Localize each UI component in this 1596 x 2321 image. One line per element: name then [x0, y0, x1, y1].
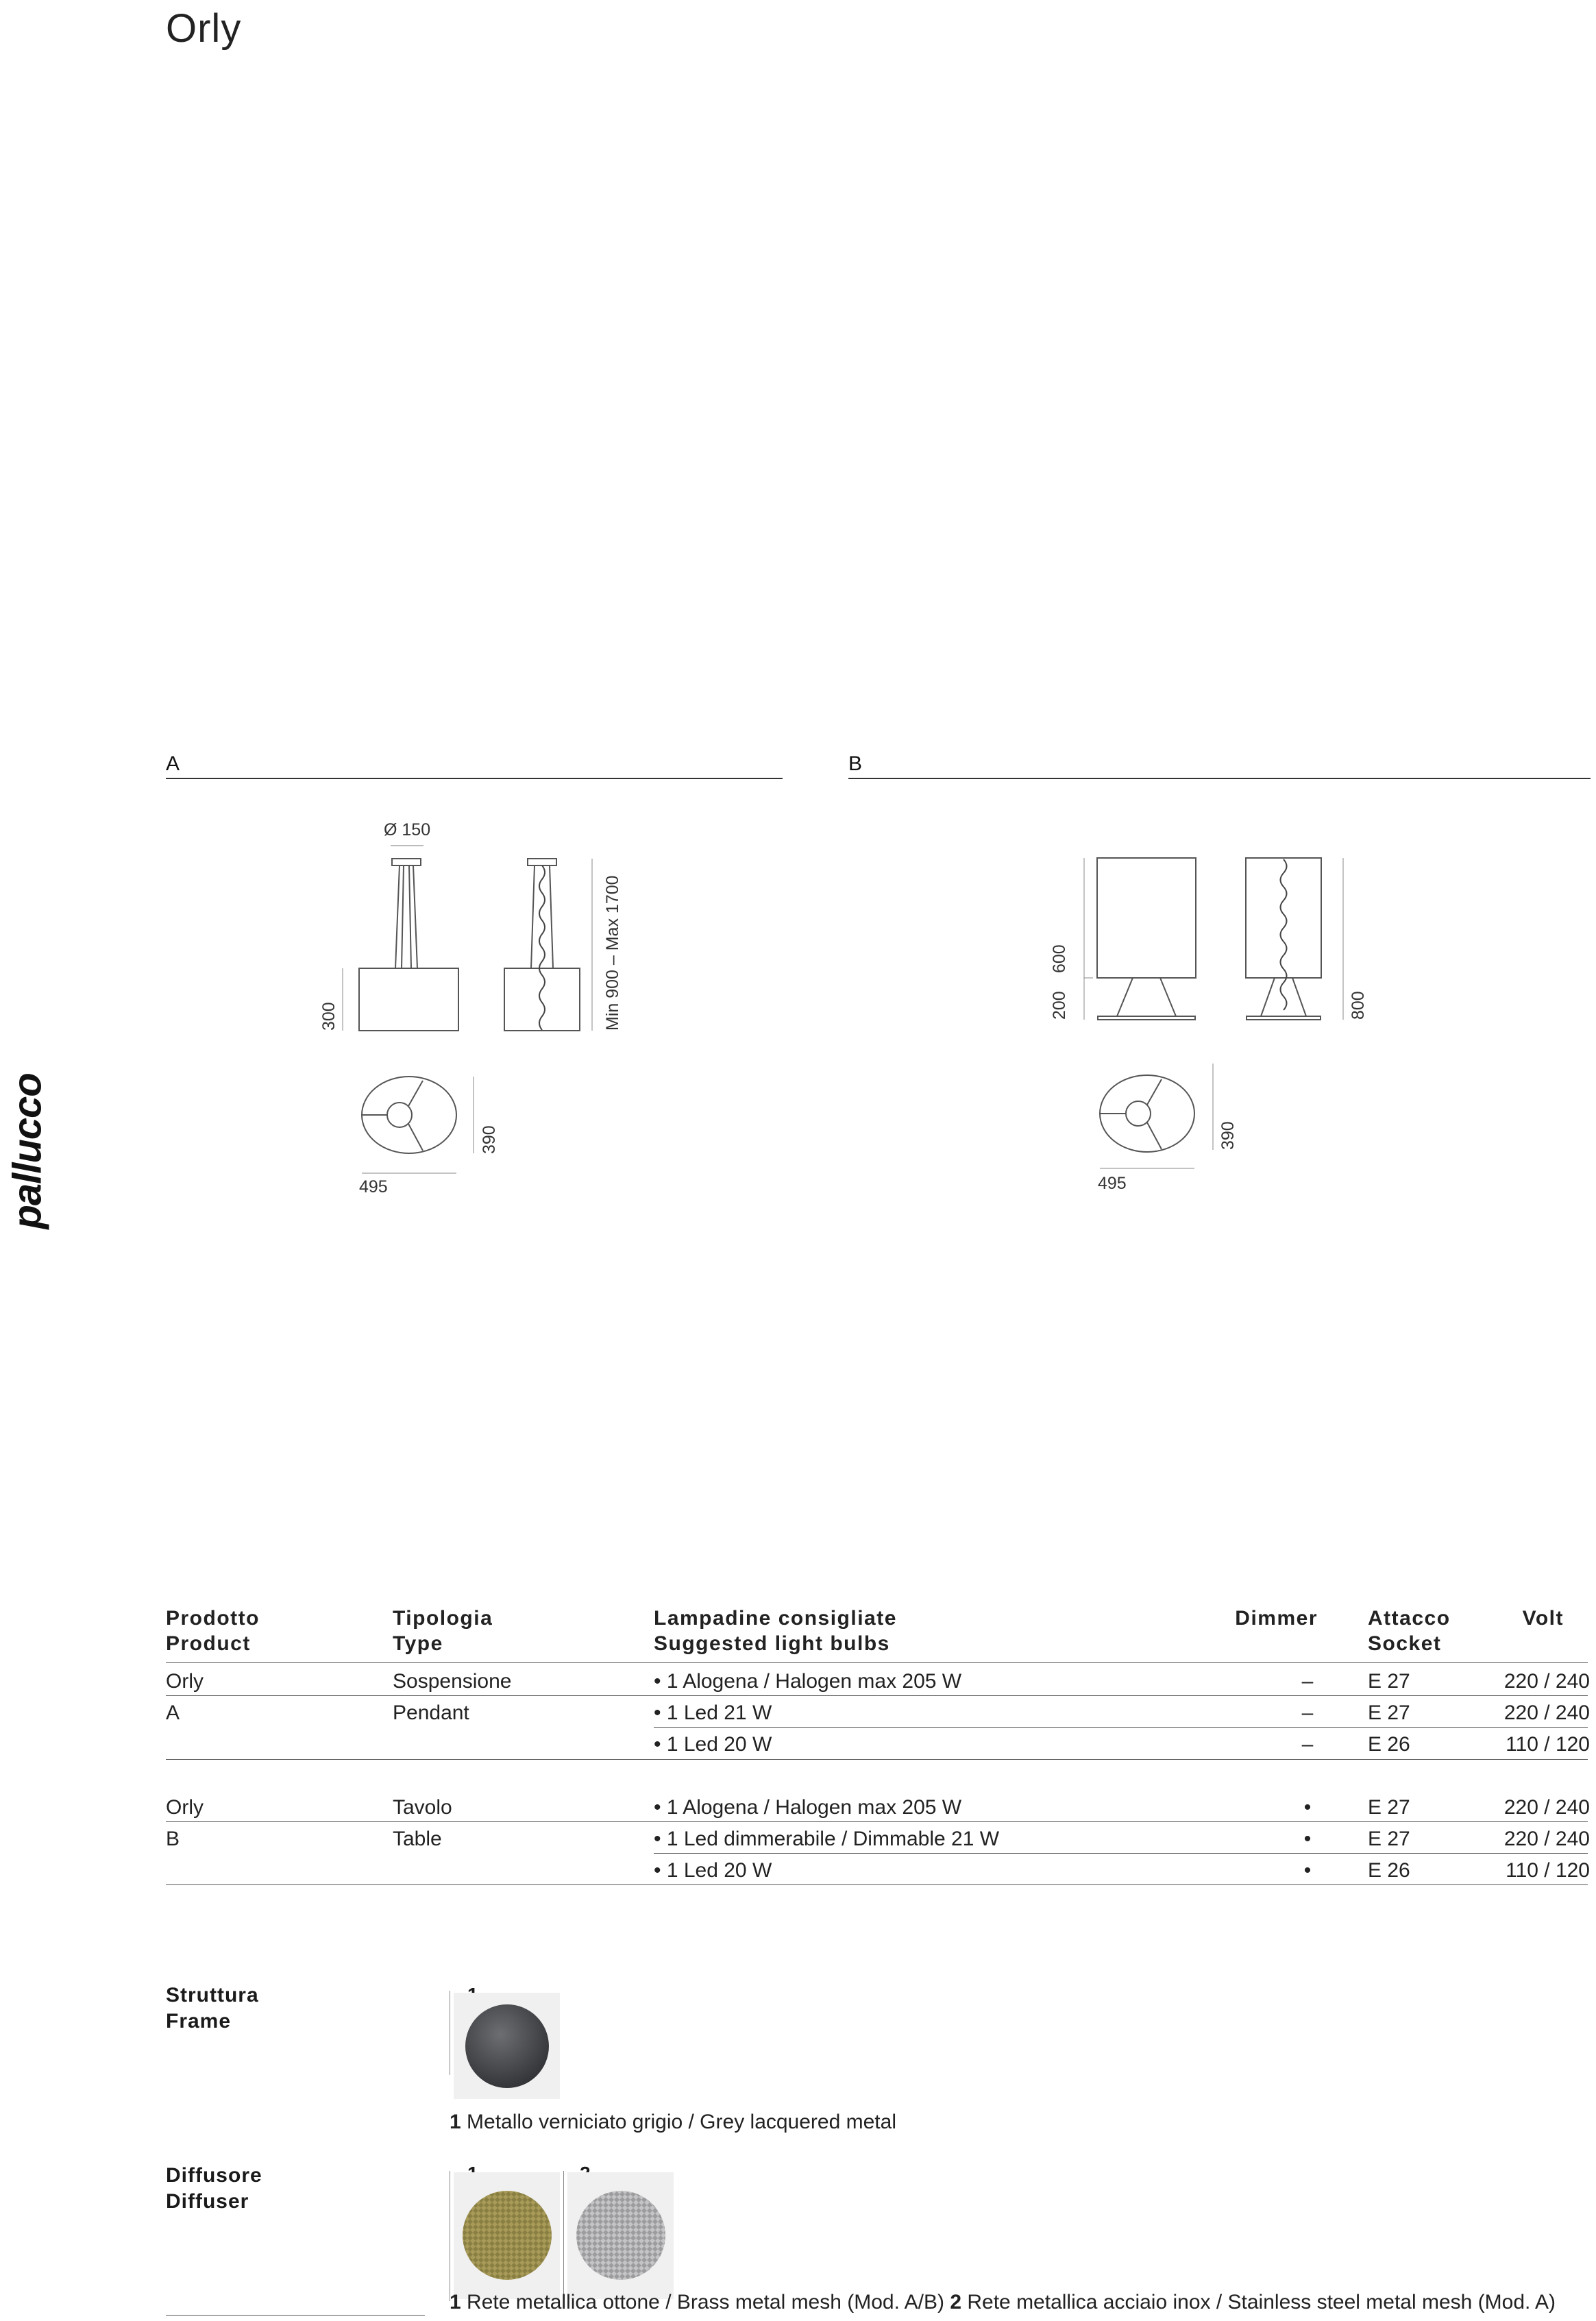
- table-row-bulb: • 1 Led 21 W: [654, 1702, 772, 1724]
- group-a-product: Orly: [166, 1670, 204, 1693]
- header-socket-it: Attacco: [1368, 1607, 1451, 1630]
- group-a-type-it: Sospensione: [393, 1670, 512, 1693]
- table-row-socket: E 27: [1368, 1796, 1410, 1819]
- table-row-bulb: • 1 Led dimmerabile / Dimmable 21 W: [654, 1828, 1000, 1850]
- group-b-type-en: Table: [393, 1828, 442, 1850]
- dim-a-cable: Min 900 – Max 1700: [603, 875, 622, 1031]
- diffuser-caption-num-2: 2: [950, 2291, 962, 2313]
- frame-caption-num: 1: [450, 2111, 461, 2133]
- table-row-dimmer: •: [1303, 1859, 1312, 1882]
- dim-b-total-height: 800: [1349, 991, 1368, 1020]
- diffuser-caption-text-1: Rete metallica ottone / Brass metal mesh (Mod. A/B): [467, 2291, 944, 2313]
- table-row-dimmer: •: [1303, 1796, 1312, 1819]
- group-b-type-it: Tavolo: [393, 1796, 452, 1819]
- table-row-bulb: • 1 Led 20 W: [654, 1733, 772, 1756]
- diffuser-caption: [450, 2291, 1556, 2314]
- table-row-volt: 220 / 240: [1503, 1670, 1590, 1693]
- table-row-socket: E 27: [1368, 1702, 1410, 1724]
- group-b-product: Orly: [166, 1796, 204, 1819]
- table-b-base: [1098, 1016, 1195, 1020]
- frame-swatch: [454, 1993, 560, 2099]
- header-type-en: Type: [393, 1632, 443, 1655]
- table-row-bulb: • 1 Alogena / Halogen max 205 W: [654, 1670, 962, 1693]
- dim-a-height: 300: [319, 1002, 339, 1031]
- frame-caption-text: Metallo verniciato grigio / Grey lacquered metal: [467, 2111, 896, 2133]
- dim-b-depth: 390: [1218, 1121, 1238, 1150]
- table-row-dimmer: –: [1301, 1702, 1314, 1724]
- table-row-bulb: • 1 Alogena / Halogen max 205 W: [654, 1796, 962, 1819]
- header-product-it: Prodotto: [166, 1607, 260, 1630]
- table-row-socket: E 27: [1368, 1828, 1410, 1850]
- table-row-volt: 220 / 240: [1503, 1828, 1590, 1850]
- table-row-socket: E 27: [1368, 1670, 1410, 1693]
- header-bulbs-it: Lampadine consigliate: [654, 1607, 897, 1630]
- group-a-model: A: [166, 1702, 180, 1724]
- dim-b-shade-height: 600: [1050, 944, 1069, 973]
- group-b-model: B: [166, 1828, 180, 1850]
- dim-a-width: 495: [359, 1177, 388, 1196]
- group-a-type-en: Pendant: [393, 1702, 469, 1724]
- diffuser-label-it: Diffusore: [166, 2164, 262, 2187]
- frame-caption: [450, 2111, 896, 2134]
- header-dimmer: Dimmer: [1235, 1607, 1318, 1630]
- table-row-dimmer: •: [1303, 1828, 1312, 1850]
- header-product-en: Product: [166, 1632, 251, 1655]
- frame-label-it: Struttura: [166, 1984, 259, 2006]
- table-row-volt: 220 / 240: [1503, 1796, 1590, 1819]
- table-row-socket: E 26: [1368, 1859, 1410, 1882]
- frame-label-en: Frame: [166, 2010, 232, 2033]
- header-volt: Volt: [1522, 1607, 1564, 1630]
- section-b-label: B: [848, 752, 863, 775]
- table-b-shade: [1097, 858, 1196, 978]
- section-a-label: A: [166, 752, 180, 775]
- dim-b-width: 495: [1098, 1174, 1127, 1193]
- table-row-volt: 110 / 120: [1506, 1859, 1590, 1882]
- header-bulbs-en: Suggested light bulbs: [654, 1632, 890, 1655]
- page-title: Orly: [166, 6, 242, 51]
- table-row-volt: 220 / 240: [1503, 1702, 1590, 1724]
- table-row-bulb: • 1 Led 20 W: [654, 1859, 772, 1882]
- diffuser-swatch-brass: [454, 2172, 560, 2299]
- frame-label: [166, 1982, 259, 2035]
- diffuser-caption-text-2: Rete metallica acciaio inox / Stainless steel metal mesh (Mod. A): [967, 2291, 1556, 2313]
- table-row-dimmer: –: [1301, 1733, 1314, 1756]
- table-row-dimmer: –: [1301, 1670, 1314, 1693]
- dim-a-depth: 390: [480, 1125, 499, 1154]
- diffuser-label: [166, 2163, 262, 2215]
- header-type-it: Tipologia: [393, 1607, 493, 1630]
- header-socket-en: Socket: [1368, 1632, 1442, 1655]
- table-row-socket: E 26: [1368, 1733, 1410, 1756]
- dim-a-diameter: Ø 150: [384, 820, 431, 839]
- diffuser-caption-num-1: 1: [450, 2291, 461, 2313]
- dim-b-base-height: 200: [1050, 991, 1069, 1020]
- diffuser-swatch-steel: [567, 2172, 674, 2299]
- brand-logo: pallucco: [5, 1073, 50, 1229]
- table-row-volt: 110 / 120: [1506, 1733, 1590, 1756]
- diffuser-label-en: Diffuser: [166, 2190, 249, 2213]
